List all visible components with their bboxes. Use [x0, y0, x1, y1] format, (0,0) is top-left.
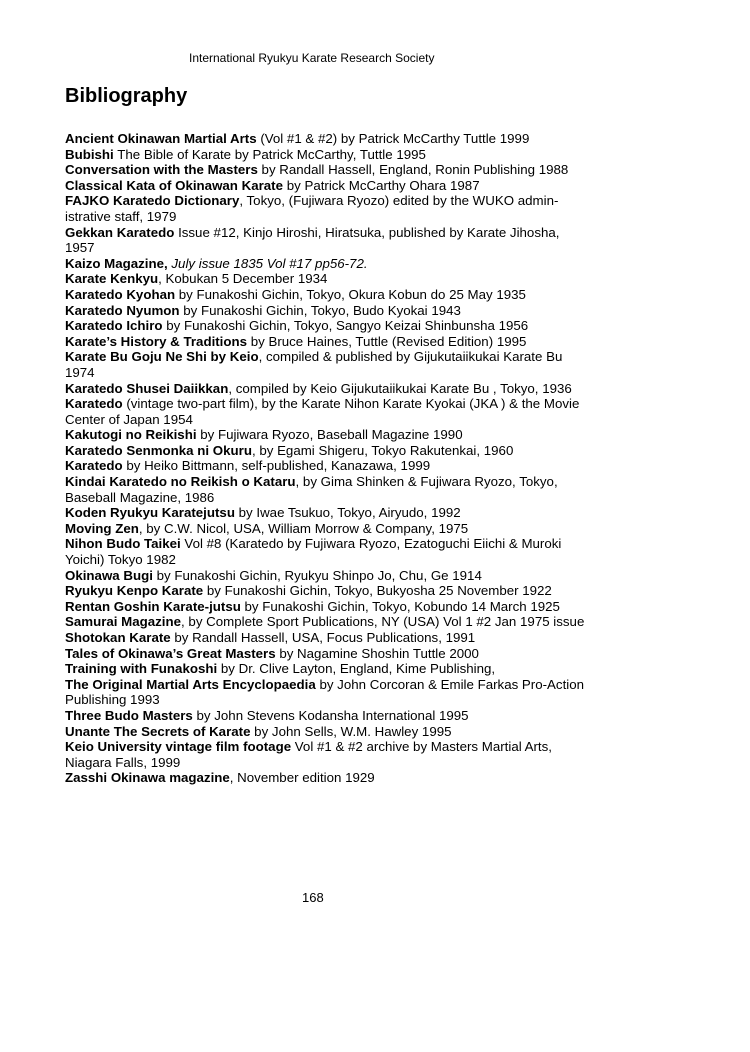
entry-details: by Funakoshi Gichin, Tokyo, Kobundo 14 March 1925 — [240, 598, 560, 614]
entry-title: Unante The Secrets of Karate — [65, 723, 251, 739]
entry-title: Kindai Karatedo no Reikish o Kataru — [65, 474, 296, 490]
bibliography-entry — [65, 536, 585, 567]
entry-title: Karatedo Senmonka ni Okuru — [65, 442, 252, 458]
entry-details: Vol #8 (Karatedo by Fujiwara Ryozo, Ezatoguchi Eiichi & Muroki Yoichi) Tokyo 1982 — [65, 536, 562, 568]
entry-details: by Nagamine Shoshin Tuttle 2000 — [275, 645, 479, 661]
entry-details: by Patrick McCarthy Ohara 1987 — [283, 177, 480, 193]
entry-title: Kakutogi no Reikishi — [65, 427, 197, 443]
bibliography-entry — [65, 583, 585, 599]
entry-title: Karatedo — [65, 396, 123, 412]
bibliography-entry — [65, 303, 585, 319]
entry-title: Kaizo Magazine, — [65, 255, 168, 271]
entry-details: by John Stevens Kodansha International 1995 — [192, 707, 469, 723]
entry-details: The Bible of Karate by Patrick McCarthy, Tuttle 1995 — [113, 146, 426, 162]
bibliography-entry — [65, 334, 585, 350]
entry-details: by Funakoshi Gichin, Tokyo, Sangyo Keizai Shinbunsha 1956 — [162, 318, 529, 334]
entry-title: Ryukyu Kenpo Karate — [65, 583, 204, 599]
entry-title: Samurai Magazine — [65, 614, 182, 630]
entry-title: Karate’s History & Traditions — [65, 333, 248, 349]
entry-details: (Vol #1 & #2) by Patrick McCarthy Tuttle 1999 — [256, 131, 530, 146]
entry-details: , by Gima Shinken & Fujiwara Ryozo, Tokyo, Baseball Magazine, 1986 — [65, 474, 558, 505]
bibliography-entry — [65, 443, 585, 459]
entry-details: Issue #12, Kinjo Hiroshi, Hiratsuka, published by Karate Jihosha, 1957 — [65, 224, 560, 256]
entry-details: , compiled & published by Gijukutaiikukai Karate Bu 1974 — [65, 349, 563, 380]
entry-title: Zasshi Okinawa magazine — [65, 770, 230, 786]
entry-title: Karatedo — [65, 458, 123, 474]
entry-title: Three Budo Masters — [65, 707, 193, 723]
entry-details: by Randall Hassell, England, Ronin Publishing 1988 — [257, 162, 569, 178]
bibliography-entry — [65, 178, 585, 194]
bibliography-entry — [65, 770, 585, 786]
entry-title: Karatedo Shusei Daiikkan — [65, 380, 229, 396]
entry-details: by Funakoshi Gichin, Ryukyu Shinpo Jo, Chu, Ge 1914 — [152, 567, 482, 583]
bibliography-entry — [65, 396, 585, 427]
entry-title: Koden Ryukyu Karatejutsu — [65, 505, 235, 521]
bibliography-entry — [65, 599, 585, 615]
entry-title: FAJKO Karatedo Dictionary — [65, 193, 240, 209]
entry-title: Moving Zen — [65, 520, 139, 536]
entry-details: by John Corcoran & Emile Farkas Pro-Action Publishing 1993 — [65, 676, 585, 708]
entry-details: , November edition 1929 — [229, 770, 375, 786]
page-number: 168 — [302, 890, 324, 905]
bibliography-entry — [65, 458, 585, 474]
entry-title: Shotokan Karate — [65, 630, 171, 645]
entry-details: by Randall Hassell, USA, Focus Publications, 1991 — [170, 630, 476, 645]
bibliography-entry — [65, 474, 585, 505]
entry-details: by Funakoshi Gichin, Tokyo, Bukyosha 25 November 1922 — [203, 583, 552, 599]
bibliography-entry — [65, 568, 585, 584]
bibliography-entry — [65, 505, 585, 521]
bibliography-entry — [65, 646, 585, 662]
entry-title: Karate Kenkyu — [65, 271, 159, 287]
bibliography-entry — [65, 614, 585, 630]
bibliography-entry — [65, 256, 585, 272]
bibliography-entry — [65, 724, 585, 740]
entry-details: by Dr. Clive Layton, England, Kime Publishing, — [217, 661, 496, 677]
bibliography-entry — [65, 739, 585, 770]
entry-title: Karatedo Ichiro — [65, 318, 163, 334]
entry-title: Nihon Budo Taikei — [65, 536, 181, 552]
page-title: Bibliography — [65, 85, 188, 107]
bibliography-entry — [65, 287, 585, 303]
entry-title: Karatedo Kyohan — [65, 286, 176, 302]
entry-title: Keio University vintage film footage — [65, 739, 292, 755]
entry-title: Ancient Okinawan Martial Arts — [65, 131, 257, 146]
bibliography-entry — [65, 630, 585, 646]
entry-title: Classical Kata of Okinawan Karate — [65, 177, 284, 193]
entry-details: , by Complete Sport Publications, NY (USA) Vol 1 #2 Jan 1975 issue — [181, 614, 585, 630]
entry-details: July issue 1835 Vol #17 pp56-72. — [167, 255, 368, 271]
bibliography-entry — [65, 271, 585, 287]
bibliography-entry — [65, 708, 585, 724]
entry-details: by Funakoshi Gichin, Tokyo, Budo Kyokai 1943 — [179, 302, 461, 318]
entry-title: Bubishi — [65, 146, 114, 162]
running-header: International Ryukyu Karate Research Society — [189, 51, 435, 65]
bibliography-entry — [65, 318, 585, 334]
bibliography-entry — [65, 661, 585, 677]
entry-title: Conversation with the Masters — [65, 162, 258, 178]
bibliography-entry — [65, 381, 585, 397]
bibliography-entry — [65, 349, 585, 380]
entry-details: by Iwae Tsukuo, Tokyo, Airyudo, 1992 — [234, 505, 461, 521]
bibliography-entry — [65, 147, 585, 163]
entry-details: , Tokyo, (Fujiwara Ryozo) edited by the WUKO admin-istrative staff, 1979 — [65, 193, 559, 224]
entry-title: Tales of Okinawa’s Great Masters — [65, 645, 276, 661]
entry-details: Vol #1 & #2 archive by Masters Martial Arts, Niagara Falls, 1999 — [65, 739, 552, 770]
bibliography-entry — [65, 677, 585, 708]
entry-details: , by C.W. Nicol, USA, William Morrow & Company, 1975 — [138, 520, 469, 536]
entry-title: Karatedo Nyumon — [65, 302, 180, 318]
entry-details: (vintage two-part film), by the Karate Nihon Karate Kyokai (JKA ) & the Movie Center of Japan 1954 — [65, 396, 580, 427]
entry-details: , compiled by Keio Gijukutaiikukai Karate Bu , Tokyo, 1936 — [228, 380, 572, 396]
entry-title: The Original Martial Arts Encyclopaedia — [65, 676, 316, 692]
entry-title: Karate Bu Goju Ne Shi by Keio — [65, 349, 259, 365]
bibliography-list — [65, 131, 585, 786]
entry-title: Gekkan Karatedo — [65, 224, 175, 240]
entry-title: Rentan Goshin Karate-jutsu — [65, 598, 241, 614]
bibliography-entry — [65, 162, 585, 178]
bibliography-entry — [65, 521, 585, 537]
entry-details: by Bruce Haines, Tuttle (Revised Edition) 1995 — [247, 333, 527, 349]
entry-details: by John Sells, W.M. Hawley 1995 — [250, 723, 452, 739]
entry-details: , by Egami Shigeru, Tokyo Rakutenkai, 1960 — [251, 442, 514, 458]
entry-details: , Kobukan 5 December 1934 — [158, 271, 328, 287]
bibliography-entry — [65, 225, 585, 256]
entry-details: by Funakoshi Gichin, Tokyo, Okura Kobun do 25 May 1935 — [175, 286, 526, 302]
entry-title: Training with Funakoshi — [65, 661, 218, 677]
entry-title: Okinawa Bugi — [65, 567, 153, 583]
bibliography-entry — [65, 427, 585, 443]
bibliography-entry — [65, 193, 585, 224]
entry-details: by Heiko Bittmann, self-published, Kanazawa, 1999 — [122, 458, 431, 474]
entry-details: by Fujiwara Ryozo, Baseball Magazine 1990 — [196, 427, 463, 443]
bibliography-entry — [65, 131, 585, 147]
